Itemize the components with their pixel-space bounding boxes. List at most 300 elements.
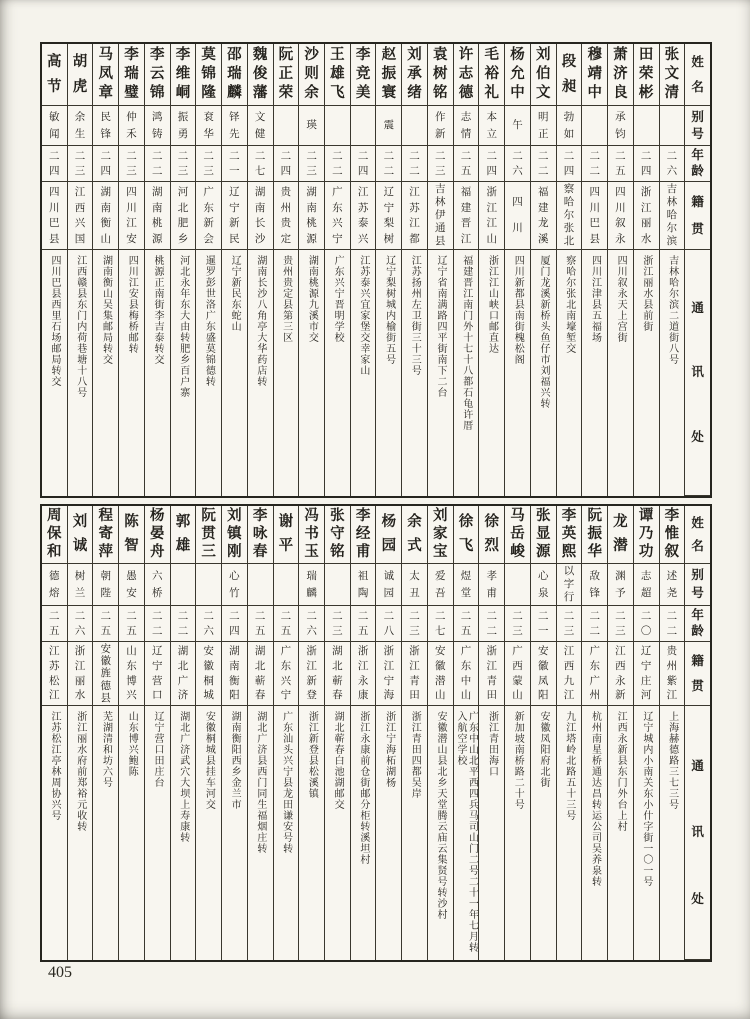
age-cell [68, 146, 93, 182]
vertical-text: 二 五 [126, 609, 137, 637]
name-cell [171, 506, 196, 564]
alias-cell [196, 564, 221, 606]
address-cell [582, 706, 607, 960]
directory-table-lower [40, 504, 712, 962]
native-place-cell [505, 642, 530, 706]
address-cell [479, 706, 504, 960]
vertical-text: 年 龄 [691, 608, 704, 639]
vertical-text: 李 经 甫 [355, 508, 371, 561]
name-cell [119, 506, 144, 564]
age-cell [402, 146, 427, 182]
native-place-cell [299, 642, 324, 706]
age-cell [222, 606, 247, 642]
address-text: 察哈尔张北南壕堑交 [563, 255, 575, 354]
vertical-text [171, 564, 196, 605]
address-text: 辽宁梨树城内榆街五号 [383, 255, 395, 365]
name-cell [505, 506, 530, 564]
alias-cell [505, 106, 530, 146]
age-cell [248, 606, 273, 642]
vertical-text: 江 苏 泰 兴 [357, 186, 369, 245]
address-cell [171, 706, 196, 960]
vertical-text [274, 564, 299, 605]
alias-cell [608, 564, 633, 606]
address-cell [325, 250, 350, 496]
address-text: 辽宁城内小南关东小什字街一〇一号 [640, 711, 652, 887]
address-cell [68, 250, 93, 496]
person-column [170, 44, 196, 496]
vertical-text: 湖 北 广 济 [177, 645, 189, 702]
alias-cell [145, 564, 170, 606]
person-column [556, 506, 582, 960]
vertical-text: 二 六 [666, 149, 678, 177]
person-column [324, 44, 350, 496]
alias-cell [402, 106, 427, 146]
person-column [607, 506, 633, 960]
age-cell [660, 606, 685, 642]
native-place-cell [557, 182, 582, 250]
vertical-text: 二 三 [332, 609, 343, 637]
vertical-text: 李 咏 春 [252, 508, 268, 561]
age-cell [325, 146, 350, 182]
vertical-text: 萧 济 良 [613, 47, 628, 102]
vertical-text: 德 熔 [49, 569, 60, 599]
vertical-text: 二 三 [615, 609, 626, 637]
vertical-text: 广 东 广 州 [589, 645, 600, 702]
age-cell [428, 606, 453, 642]
address-text: 山东博兴鲍陈 [126, 711, 138, 777]
vertical-text: 二 四 [640, 149, 652, 177]
vertical-text: 杨 允 中 [510, 47, 525, 102]
alias-cell [325, 564, 350, 606]
address-text: 广东汕头兴宁县龙田谦安号转 [280, 711, 292, 854]
vertical-text: 李 瑞 璧 [124, 47, 139, 102]
person-column [581, 506, 607, 960]
address-text: 浙江丽水县前街 [640, 255, 652, 332]
age-cell [531, 606, 556, 642]
native-place-cell [196, 642, 221, 706]
person-column [375, 506, 401, 960]
vertical-text: 志 超 [640, 569, 652, 599]
person-column [530, 44, 556, 496]
address-cell [42, 706, 67, 960]
address-cell [531, 250, 556, 496]
row-header-0 [685, 506, 710, 564]
name-cell [531, 506, 556, 564]
person-column [375, 44, 401, 496]
address-text: 江西赣县东门内荷巷塘十八号 [74, 255, 86, 398]
address-text: 湖南长沙八角亭大华药店转 [254, 255, 266, 387]
vertical-text: 田 荣 彬 [638, 47, 654, 102]
vertical-text: 沙 则 余 [304, 47, 319, 102]
native-place-cell [171, 182, 196, 250]
vertical-text: 二 〇 [640, 609, 652, 637]
address-text: 广东兴宁晋明学校 [332, 255, 344, 343]
name-cell [274, 506, 299, 564]
address-cell [93, 250, 118, 496]
vertical-text: 徐 飞 [458, 514, 474, 555]
native-place-cell [119, 182, 144, 250]
alias-cell [93, 106, 118, 146]
vertical-text: 述 尧 [666, 569, 678, 599]
alias-cell [248, 106, 273, 146]
alias-cell [454, 106, 479, 146]
age-cell [171, 146, 196, 182]
vertical-text: 穆 靖 中 [587, 47, 602, 102]
person-column [67, 506, 93, 960]
age-cell [634, 606, 659, 642]
person-column [478, 506, 504, 960]
alias-cell [299, 106, 324, 146]
native-place-cell [42, 642, 67, 706]
address-text: 浙江丽水府前郑裕元收转 [74, 711, 86, 832]
vertical-text: 浙 江 青 田 [486, 645, 497, 702]
address-cell [171, 250, 196, 496]
person-column [453, 506, 479, 960]
vertical-text: 二 四 [563, 149, 575, 177]
age-cell [608, 606, 633, 642]
vertical-text: 冯 书 玉 [304, 508, 319, 561]
row-header-4 [685, 706, 710, 960]
person-column [247, 44, 273, 496]
vertical-text: 河 北 肥 乡 [177, 186, 189, 245]
address-cell [608, 706, 633, 960]
vertical-text [325, 564, 350, 605]
name-cell [428, 44, 453, 106]
vertical-text: 李 云 锦 [149, 47, 165, 102]
alias-cell [196, 106, 221, 146]
vertical-text: 四 川 巴 县 [49, 186, 60, 245]
vertical-text: 江 西 永 新 [615, 645, 626, 702]
name-cell [119, 44, 144, 106]
address-cell [248, 250, 273, 496]
address-text: 贵州贵定县第三区 [280, 255, 292, 343]
address-cell [505, 706, 530, 960]
address-cell [325, 706, 350, 960]
address-cell [93, 706, 118, 960]
person-column [659, 44, 685, 496]
address-cell [634, 250, 659, 496]
name-cell [428, 506, 453, 564]
age-cell [505, 606, 530, 642]
native-place-cell [505, 182, 530, 250]
vertical-text: 二 四 [280, 149, 292, 177]
person-column [170, 506, 196, 960]
vertical-text: 二 二 [589, 149, 600, 177]
vertical-text: 文 健 [254, 111, 266, 140]
alias-cell [479, 106, 504, 146]
address-text: 浙江青田海口 [486, 711, 498, 777]
row-header-3 [685, 642, 710, 706]
native-place-cell [660, 642, 685, 706]
vertical-text: 魏 俊 藩 [252, 47, 268, 102]
directory-table-upper [40, 42, 712, 498]
address-cell [479, 250, 504, 496]
address-text: 桃源正南街李吉泰转交 [151, 255, 163, 365]
vertical-text: 二 四 [100, 149, 111, 177]
age-cell [608, 146, 633, 182]
person-column [401, 44, 427, 496]
name-cell [325, 506, 350, 564]
name-cell [42, 44, 67, 106]
vertical-text: 袞 华 [203, 111, 214, 140]
vertical-text: 察 哈 尔 张 北 [563, 183, 575, 248]
age-cell [42, 606, 67, 642]
native-place-cell [376, 642, 401, 706]
address-cell [376, 250, 401, 496]
vertical-text: 安 徽 凤 阳 [537, 645, 549, 702]
vertical-text: 渊 予 [615, 569, 626, 599]
address-cell [660, 250, 685, 496]
person-column [67, 44, 93, 496]
vertical-text [325, 106, 350, 145]
vertical-text: 浙 江 新 登 [306, 645, 317, 702]
person-column [427, 44, 453, 496]
age-cell [351, 606, 376, 642]
address-cell [402, 706, 427, 960]
alias-cell [428, 564, 453, 606]
vertical-text: 二 三 [203, 149, 214, 177]
person-column [195, 44, 221, 496]
row-header-3 [685, 182, 710, 250]
vertical-text: 二 二 [383, 149, 395, 177]
address-cell [402, 250, 427, 496]
address-cell [196, 706, 221, 960]
person-column [401, 506, 427, 960]
name-cell [248, 506, 273, 564]
address-text: 暹罗彭世洛广东盛莫锦德转 [203, 255, 215, 387]
vertical-text: 贵 州 紫 江 [666, 645, 678, 702]
native-place-cell [68, 642, 93, 706]
age-cell [299, 146, 324, 182]
vertical-text: 安 徽 潜 山 [435, 645, 446, 702]
name-cell [557, 44, 582, 106]
address-text: 安徽潜山县北乡天堂腾云庙云集贤号转沙村 [435, 711, 447, 920]
vertical-text: 湖 南 桃 源 [151, 186, 163, 245]
address-cell [376, 706, 401, 960]
native-place-cell [274, 642, 299, 706]
age-cell [376, 146, 401, 182]
vertical-text: 二 三 [126, 149, 137, 177]
address-cell [454, 250, 479, 496]
alias-cell [119, 564, 144, 606]
vertical-text: 二 二 [151, 609, 163, 637]
person-column [118, 44, 144, 496]
address-cell [557, 250, 582, 496]
address-cell [119, 250, 144, 496]
address-cell [428, 706, 453, 960]
alias-cell [557, 564, 582, 606]
vertical-text: 二 五 [615, 149, 626, 177]
vertical-text: 勃 如 [563, 111, 575, 140]
person-column [633, 506, 659, 960]
address-cell [248, 706, 273, 960]
native-place-cell [222, 182, 247, 250]
person-column [144, 506, 170, 960]
address-text: 辽宁省南满路四平街南下二台 [435, 255, 447, 398]
alias-cell [222, 564, 247, 606]
person-column [324, 506, 350, 960]
vertical-text: 志 情 [460, 111, 472, 140]
vertical-text: 二 二 [666, 609, 678, 637]
vertical-text: 姓 名 [691, 515, 704, 553]
address-text: 湖南衡阳西乡金兰市 [229, 711, 241, 810]
native-place-cell [428, 182, 453, 250]
vertical-text: 瑛 [306, 119, 317, 132]
vertical-text: 以 字 行 [563, 565, 575, 604]
vertical-text: 二 四 [486, 149, 497, 177]
person-column [659, 506, 685, 960]
vertical-text: 仲 禾 [126, 111, 137, 140]
vertical-text: 江 西 九 江 [563, 645, 575, 702]
vertical-text: 刘 承 绪 [407, 47, 422, 102]
vertical-text: 安 徽 旌 德 县 [100, 642, 111, 704]
address-text: 湖南桃源九溪市交 [306, 255, 318, 343]
alias-cell [479, 564, 504, 606]
age-cell [145, 146, 170, 182]
alias-cell [145, 106, 170, 146]
vertical-text: 赵 振 寰 [381, 47, 397, 102]
vertical-text: 广 东 兴 宁 [332, 186, 343, 245]
address-cell [505, 250, 530, 496]
address-text: 江西永新县东门外台上村 [615, 711, 627, 832]
name-cell [634, 44, 659, 106]
name-cell [608, 506, 633, 564]
age-cell [660, 146, 685, 182]
age-cell [248, 146, 273, 182]
age-cell [351, 146, 376, 182]
name-cell [248, 44, 273, 106]
vertical-text: 阮 贯 三 [201, 508, 216, 561]
name-cell [274, 44, 299, 106]
vertical-text: 毛 裕 礼 [484, 47, 499, 102]
vertical-text: 二 五 [49, 609, 60, 637]
age-cell [299, 606, 324, 642]
vertical-text: 六 桥 [151, 569, 163, 599]
vertical-text: 袁 树 铭 [433, 47, 448, 102]
vertical-text: 二 二 [537, 149, 549, 177]
row-header-1 [685, 564, 710, 606]
vertical-text: 敌 锋 [589, 569, 600, 599]
vertical-text: 年 龄 [691, 148, 704, 179]
alias-cell [428, 106, 453, 146]
address-text: 辽宁营口田庄台 [151, 711, 163, 788]
address-text: 四川江安县梅桥邮转 [126, 255, 138, 354]
vertical-text: 辽 宁 梨 树 [383, 186, 395, 245]
native-place-cell [454, 642, 479, 706]
vertical-text: 莫 锦 隆 [201, 47, 216, 102]
vertical-text: 二 五 [460, 149, 472, 177]
vertical-text: 心 泉 [537, 569, 549, 599]
native-place-cell [557, 642, 582, 706]
name-cell [196, 506, 221, 564]
person-column [607, 44, 633, 496]
age-cell [557, 606, 582, 642]
vertical-text: 民 锋 [100, 111, 111, 140]
address-cell [274, 250, 299, 496]
address-text: 四川江津县五福场 [589, 255, 601, 343]
alias-cell [531, 564, 556, 606]
address-cell [299, 250, 324, 496]
native-place-cell [582, 642, 607, 706]
vertical-text: 二 一 [537, 609, 549, 637]
name-cell [634, 506, 659, 564]
vertical-text: 马 岳 峻 [510, 508, 525, 561]
vertical-text: 二 二 [332, 149, 343, 177]
vertical-text: 二 六 [306, 609, 317, 637]
vertical-text: 作 新 [435, 111, 446, 140]
person-column [92, 506, 118, 960]
vertical-text: 李 维 峒 [175, 47, 191, 102]
alias-cell [119, 106, 144, 146]
native-place-cell [660, 182, 685, 250]
vertical-text [660, 106, 685, 145]
native-place-cell [93, 182, 118, 250]
vertical-text: 二 五 [280, 609, 292, 637]
name-cell [479, 44, 504, 106]
vertical-text: 二 二 [589, 609, 600, 637]
name-cell [299, 506, 324, 564]
vertical-text: 二 二 [409, 149, 420, 177]
person-column [530, 506, 556, 960]
vertical-text: 安 徽 桐 城 [203, 645, 214, 702]
alias-cell [68, 106, 93, 146]
address-text: 广东中山北平西四兵马司山门二号二十一年七月转入航空学校 [455, 711, 478, 953]
person-column [42, 506, 67, 960]
name-cell [582, 506, 607, 564]
address-cell [351, 706, 376, 960]
name-cell [660, 506, 685, 564]
vertical-text: 杨 晏 舟 [149, 508, 165, 561]
native-place-cell [93, 642, 118, 706]
vertical-text: 二 三 [74, 149, 86, 177]
native-place-cell [608, 642, 633, 706]
name-cell [454, 506, 479, 564]
address-cell [222, 250, 247, 496]
address-cell [42, 250, 67, 496]
address-text: 四川叙永天上宫街 [615, 255, 627, 343]
age-cell [376, 606, 401, 642]
alias-cell [351, 106, 376, 146]
vertical-text: 湖 南 长 沙 [254, 186, 266, 245]
alias-cell [376, 106, 401, 146]
vertical-text: 心 竹 [229, 569, 240, 599]
address-cell [68, 706, 93, 960]
address-cell [274, 706, 299, 960]
vertical-text: 陈 智 [124, 514, 139, 555]
vertical-text: 山 东 博 兴 [126, 645, 137, 702]
name-cell [145, 44, 170, 106]
person-column [42, 44, 67, 496]
vertical-text: 二 三 [177, 149, 189, 177]
native-place-cell [325, 642, 350, 706]
vertical-text: 浙 江 江 山 [486, 186, 497, 245]
row-header-2 [685, 146, 710, 182]
person-column [195, 506, 221, 960]
address-text: 河北永年东大由转肥乡百户寨 [177, 255, 189, 398]
vertical-text: 二 五 [100, 609, 111, 637]
header-column [684, 506, 710, 960]
native-place-cell [634, 642, 659, 706]
vertical-text: 龙 潜 [613, 514, 628, 555]
vertical-text: 别 号 [691, 568, 704, 601]
vertical-text: 诚 园 [383, 569, 395, 599]
vertical-text: 许 志 德 [458, 47, 474, 102]
vertical-text: 朝 陛 [100, 569, 111, 599]
person-column [504, 506, 530, 960]
vertical-text: 江 苏 江 都 [409, 186, 420, 245]
vertical-text: 二 七 [254, 149, 266, 177]
vertical-text: 吉 林 伊 通 县 [435, 183, 446, 248]
